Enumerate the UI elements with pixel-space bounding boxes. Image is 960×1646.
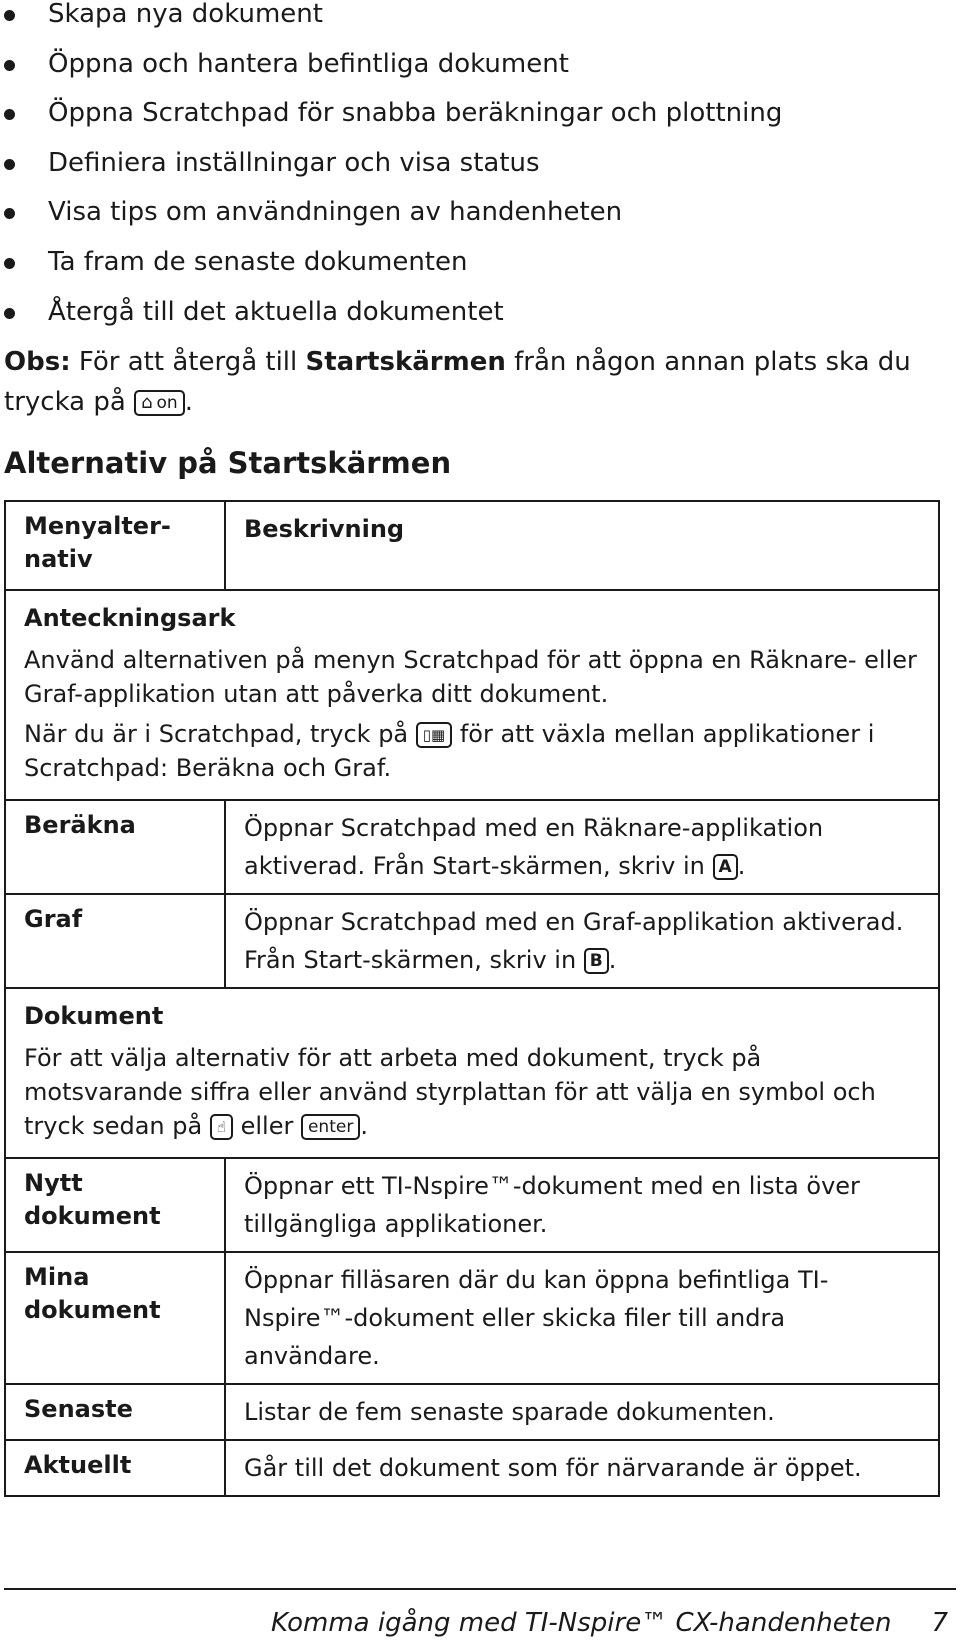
section-title: Alternativ på Startskärmen	[4, 446, 452, 480]
note-bold-term: Startskärmen	[305, 347, 506, 377]
list-item: Öppna och hantera befintliga dokument	[0, 50, 940, 100]
list-item: Återgå till det aktuella dokumentet	[0, 298, 940, 348]
enter-key-icon: enter	[301, 1114, 360, 1140]
option-description: Öppnar filläsaren där du kan öppna befintliga TI-Nspire™-dokument eller skicka filer till andra användare.	[244, 1266, 829, 1370]
option-description: Öppnar Scratchpad med en Graf-applikation aktiverad. Från Start-skärmen, skriv in B .	[244, 908, 904, 974]
option-description: Öppnar ett TI-Nspire™-dokument med en lista över tillgängliga applikationer.	[244, 1172, 860, 1238]
option-name: Aktuellt	[6, 1441, 226, 1495]
footer-title: Komma igång med TI-Nspire™ CX-handenheten	[270, 1608, 892, 1638]
option-name: Beräkna	[6, 801, 226, 893]
footer-divider	[4, 1588, 956, 1590]
option-description: Listar de fem senaste sparade dokumenten.	[244, 1398, 775, 1426]
option-description: Går till det dokument som för närvarande är öppet.	[244, 1454, 862, 1482]
bullet-icon	[4, 109, 15, 120]
scratchpad-key-icon: ▯▦	[416, 722, 452, 748]
table-row	[6, 1157, 938, 1251]
options-table	[4, 500, 940, 1497]
scratchpad-description	[6, 591, 938, 799]
scratchpad-section	[6, 589, 938, 799]
list-item: Ta fram de senaste dokumenten	[0, 248, 940, 298]
bullet-icon	[4, 60, 15, 71]
table-row	[6, 1383, 938, 1439]
bullet-icon	[4, 258, 15, 269]
bullet-icon	[4, 159, 15, 170]
option-name: Mina dokument	[6, 1253, 226, 1383]
option-name: Graf	[6, 895, 226, 987]
page-footer	[271, 1608, 948, 1638]
table-row	[6, 1439, 938, 1495]
dokument-section	[6, 987, 938, 1157]
key-b-icon: B	[584, 948, 609, 974]
key-a-icon: A	[713, 854, 738, 880]
home-on-key: ⌂ on	[134, 390, 185, 416]
bullet-icon	[4, 10, 15, 21]
bullet-icon	[4, 208, 15, 219]
list-item: Skapa nya dokument	[0, 0, 940, 50]
table-row	[6, 893, 938, 987]
table-header-row	[6, 502, 938, 589]
table-row	[6, 799, 938, 893]
list-item: Öppna Scratchpad för snabba beräkningar och plottning	[0, 99, 940, 149]
header-description: Beskrivning	[244, 515, 405, 543]
header-menu-option: Menyalter-nativ	[6, 502, 226, 589]
option-description: Öppnar Scratchpad med en Räknare-applikation aktiverad. Från Start-skärmen, skriv in A .	[244, 814, 824, 880]
dokument-description	[6, 989, 938, 1157]
feature-list	[0, 0, 940, 347]
scratchpad-text: Använd alternativen på menyn Scratchpad för att öppna en Räknare- eller Graf-applikation utan att påverka ditt dokument.	[24, 646, 917, 708]
option-name: Senaste	[6, 1385, 226, 1439]
dokument-title: Dokument	[24, 1002, 164, 1030]
note-paragraph: Obs: För att återgå till Startskärmen från någon annan plats ska du trycka på ⌂ on .	[4, 347, 911, 417]
option-name: Nytt dokument	[6, 1159, 226, 1251]
note-label: Obs:	[4, 347, 71, 377]
dokument-text: För att välja alternativ för att arbeta med dokument, tryck på motsvarande siffra eller använd styrplattan för att välja en symbol och tryck sedan på ☝ eller enter .	[24, 1044, 876, 1140]
table-row	[6, 1251, 938, 1383]
click-key-icon: ☝	[210, 1114, 233, 1140]
home-icon: ⌂	[141, 392, 153, 413]
bullet-icon	[4, 308, 15, 319]
scratchpad-title: Anteckningsark	[24, 604, 236, 632]
list-item: Visa tips om användningen av handenheten	[0, 198, 940, 248]
scratchpad-toggle-text: När du är i Scratchpad, tryck på ▯▦ för att växla mellan applikationer i Scratchpad: Beräkna och Graf.	[24, 720, 875, 782]
page-number: 7	[931, 1608, 948, 1638]
list-item: Definiera inställningar och visa status	[0, 149, 940, 199]
